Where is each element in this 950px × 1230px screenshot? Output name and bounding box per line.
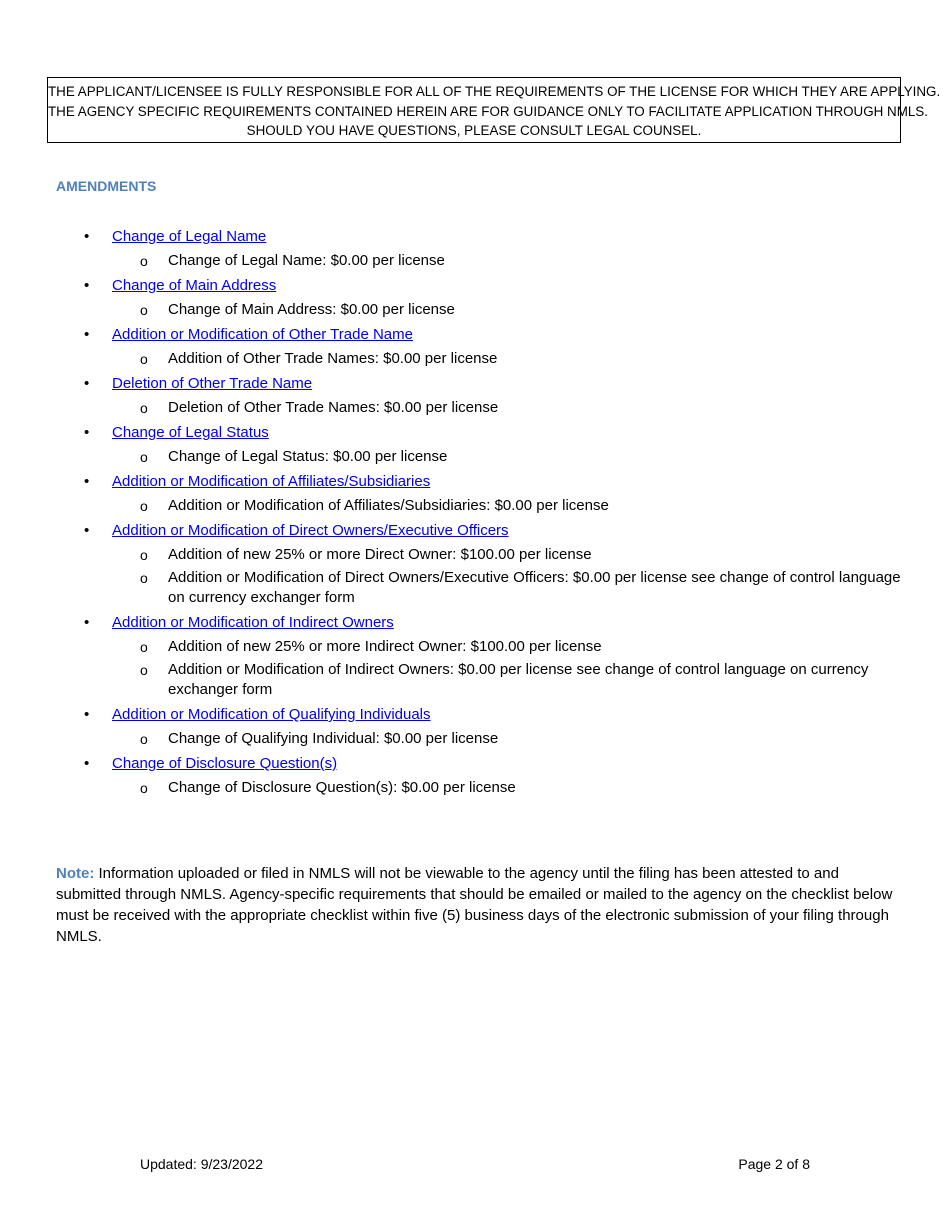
amendment-fee-list	[112, 447, 916, 467]
disclaimer-line-3: SHOULD YOU HAVE QUESTIONS, PLEASE CONSULT LEGAL COUNSEL.	[246, 123, 702, 138]
amendment-link[interactable]: Change of Legal Status	[112, 424, 269, 441]
amendment-link[interactable]: Addition or Modification of Qualifying Individuals	[112, 706, 431, 723]
amendment-item	[56, 520, 916, 608]
fee-detail-item	[112, 545, 916, 565]
bullet-icon: •	[84, 522, 90, 539]
note-text: Information uploaded or filed in NMLS will not be viewable to the agency until the filing has been attested to and submitted through NMLS. Agency-specific requirements that should be emailed or mailed to the agency on the checklist below must be received with the appropriate checklist within five (5) business days of the electronic submission of your filing through NMLS.	[56, 865, 893, 945]
amendment-link[interactable]: Addition or Modification of Indirect Owners	[112, 614, 394, 631]
footer-updated-date: Updated: 9/23/2022	[140, 1156, 263, 1172]
amendment-link[interactable]: Addition or Modification of Other Trade Name	[112, 326, 413, 343]
footer-page-number: Page 2 of 8	[738, 1156, 810, 1172]
fee-detail-item	[112, 251, 916, 271]
bullet-icon: •	[84, 228, 90, 245]
section-heading-amendments: AMENDMENTS	[56, 178, 157, 194]
fee-detail-text: Change of Legal Status: $0.00 per license	[168, 448, 448, 465]
bullet-icon: •	[84, 755, 90, 772]
amendment-fee-list	[112, 496, 916, 516]
fee-detail-item	[112, 447, 916, 467]
fee-detail-item	[112, 637, 916, 657]
disclaimer-line-2: THE AGENCY SPECIFIC REQUIREMENTS CONTAINED HEREIN ARE FOR GUIDANCE ONLY TO FACILITATE APPLICATION THROUGH NMLS.	[48, 103, 928, 119]
fee-detail-text: Addition or Modification of Direct Owners/Executive Officers: $0.00 per license see change of control language on currency exchanger form	[168, 569, 901, 606]
amendment-item	[56, 471, 916, 516]
fee-detail-text: Addition of new 25% or more Direct Owner: $100.00 per license	[168, 546, 592, 563]
fee-detail-item	[112, 778, 916, 798]
amendment-item	[56, 275, 916, 320]
amendment-link[interactable]: Addition or Modification of Affiliates/Subsidiaries	[112, 473, 431, 490]
fee-detail-item	[112, 729, 916, 749]
bullet-icon: •	[84, 375, 90, 392]
bullet-icon: •	[84, 614, 90, 631]
amendment-link[interactable]: Deletion of Other Trade Name	[112, 375, 313, 392]
circle-bullet-icon: o	[140, 253, 148, 269]
fee-detail-item	[112, 660, 916, 700]
fee-detail-text: Change of Disclosure Question(s): $0.00 per license	[168, 779, 516, 796]
circle-bullet-icon: o	[140, 780, 148, 796]
circle-bullet-icon: o	[140, 731, 148, 747]
amendment-fee-list	[112, 251, 916, 271]
fee-detail-item	[112, 300, 916, 320]
fee-detail-text: Change of Qualifying Individual: $0.00 per license	[168, 730, 499, 747]
amendment-link[interactable]: Change of Legal Name	[112, 228, 267, 245]
fee-detail-text: Addition or Modification of Affiliates/Subsidiaries: $0.00 per license	[168, 497, 609, 514]
amendment-fee-list	[112, 300, 916, 320]
fee-detail-text: Addition or Modification of Indirect Owners: $0.00 per license see change of control language on currency exchanger form	[168, 661, 869, 698]
amendment-fee-list	[112, 729, 916, 749]
circle-bullet-icon: o	[140, 662, 148, 678]
circle-bullet-icon: o	[140, 498, 148, 514]
amendment-fee-list	[112, 545, 916, 608]
bullet-icon: •	[84, 326, 90, 343]
fee-detail-item	[112, 568, 916, 608]
circle-bullet-icon: o	[140, 449, 148, 465]
circle-bullet-icon: o	[140, 400, 148, 416]
fee-detail-item	[112, 496, 916, 516]
amendment-link[interactable]: Addition or Modification of Direct Owners/Executive Officers	[112, 522, 509, 539]
note-label: Note:	[56, 865, 95, 882]
amendment-link[interactable]: Change of Disclosure Question(s)	[112, 755, 338, 772]
disclaimer-line-1: THE APPLICANT/LICENSEE IS FULLY RESPONSIBLE FOR ALL OF THE REQUIREMENTS OF THE LICENSE FOR WHICH THEY ARE APPLYING.	[48, 84, 941, 99]
disclaimer-box	[47, 77, 941, 143]
amendment-fee-list	[112, 398, 916, 418]
circle-bullet-icon: o	[140, 639, 148, 655]
circle-bullet-icon: o	[140, 351, 148, 367]
amendment-fee-list	[112, 349, 916, 369]
amendment-fee-list	[112, 778, 916, 798]
fee-detail-text: Addition of Other Trade Names: $0.00 per license	[168, 350, 498, 367]
fee-detail-item	[112, 349, 916, 369]
amendment-item	[56, 373, 916, 418]
amendment-item	[56, 612, 916, 700]
circle-bullet-icon: o	[140, 570, 148, 586]
amendments-list	[56, 226, 916, 802]
fee-detail-text: Change of Legal Name: $0.00 per license	[168, 252, 445, 269]
fee-detail-text: Deletion of Other Trade Names: $0.00 per license	[168, 399, 499, 416]
fee-detail-text: Addition of new 25% or more Indirect Owner: $100.00 per license	[168, 638, 602, 655]
amendment-item	[56, 226, 916, 271]
note-paragraph	[56, 863, 904, 947]
bullet-icon: •	[84, 473, 90, 490]
fee-detail-text: Change of Main Address: $0.00 per license	[168, 301, 455, 318]
circle-bullet-icon: o	[140, 302, 148, 318]
bullet-icon: •	[84, 424, 90, 441]
bullet-icon: •	[84, 277, 90, 294]
amendment-item	[56, 704, 916, 749]
amendment-item	[56, 422, 916, 467]
amendment-item	[56, 753, 916, 798]
fee-detail-item	[112, 398, 916, 418]
bullet-icon: •	[84, 706, 90, 723]
circle-bullet-icon: o	[140, 547, 148, 563]
amendment-item	[56, 324, 916, 369]
amendment-link[interactable]: Change of Main Address	[112, 277, 277, 294]
amendment-fee-list	[112, 637, 916, 700]
